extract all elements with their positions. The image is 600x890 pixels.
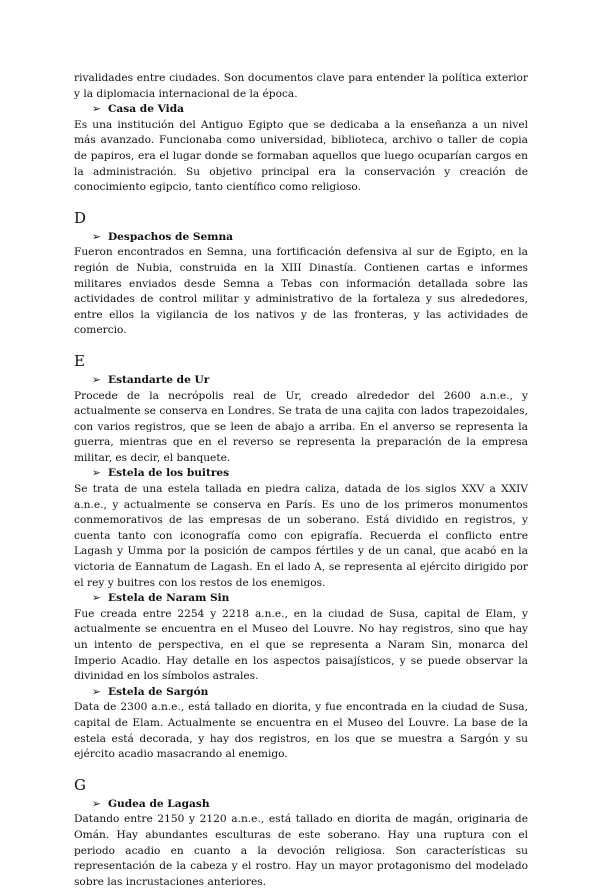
entry-title: Despachos de Semna: [108, 230, 234, 243]
arrow-bullet-icon: ➢: [92, 373, 101, 386]
entry-title: Gudea de Lagash: [108, 797, 210, 810]
entry-description: Se trata de una estela tallada en piedra caliza, datada de los siglos XXV a XXIV a.n.e., y actualmente se conserva en París. Es uno de los primeros monumentos conmemorativos de las empresas de un soberano. Está dividido en registros, y cuenta tanto con iconografía como con epigrafía. Recuerda el conflicto entre Lagash y Umma por la posición de campos fértiles y de un canal, que acabó en la victoria de Eannatum de Lagash. En el lado A, se representa al ejército dirigido por el rey y buitres con los restos de los enemigos.: [74, 483, 528, 589]
entry-description: Datando entre 2150 y 2120 a.n.e., está tallado en diorita de magán, originaria de Omán. Hay abundantes esculturas de este soberano. Hay una ruptura con el periodo acadio en cuanto a la devoción religiosa. Son características su representación de la cabeza y el rostro. Hay un mayor protagonismo del modelado sobre las incrustaciones anteriores.: [74, 813, 528, 888]
arrow-bullet-icon: ➢: [92, 103, 101, 116]
entry-description: Es una institución del Antiguo Egipto que se dedicaba a la enseñanza a un nivel más avanzado. Funcionaba como universidad, biblioteca, archivo o taller de copia de papiros, era el lugar donde se formaban aquellos que luego ocuparían cargos en la administración. Su objetivo principal era la conservación y creación de conocimiento egipcio, tanto científico como religioso.: [74, 118, 528, 194]
document-page: [74, 71, 528, 890]
arrow-bullet-icon: ➢: [92, 685, 101, 698]
entry-heading: [74, 797, 528, 813]
entry-heading: [74, 685, 528, 701]
entry-description: Procede de la necrópolis real de Ur, creado alrededor del 2600 a.n.e., y actualmente se conserva en Londres. Se trata de una cajita con lados trapezoidales, con varios registros, que se leen de abajo a arriba. En el anverso se representa la guerra, mientras que en el reverso se representa la preparación de la empresa militar, es decir, el banquete.: [74, 389, 528, 464]
section-letter: G: [74, 775, 86, 794]
glossary-sections: [74, 102, 528, 890]
entry-heading: [74, 466, 528, 482]
section-letter: D: [74, 208, 87, 227]
entry-heading: [74, 373, 528, 389]
arrow-bullet-icon: ➢: [92, 467, 101, 480]
section-letter: E: [74, 351, 85, 370]
arrow-bullet-icon: ➢: [92, 230, 101, 243]
entry-title: Estela de los buitres: [108, 467, 230, 480]
entry-heading: [74, 102, 528, 118]
entry-title: Estandarte de Ur: [108, 373, 210, 386]
entry-title: Casa de Vida: [108, 103, 184, 116]
entry-description: Fueron encontrados en Semna, una fortificación defensiva al sur de Egipto, en la región de Nubia, construida en la XIII Dinastía. Contienen cartas e informes militares enviados desde Semna a Tebas con información detallada sobre las actividades de control militar y administrativo de la fortaleza y sus alrededores, entre ellos la vigilancia de los nativos y de las fronteras, y las actividades de comercio.: [74, 246, 528, 337]
continuation-paragraph: rivalidades entre ciudades. Son documentos clave para entender la política exterior y la diplomacia internacional de la época.: [74, 72, 528, 100]
entry-description: Fue creada entre 2254 y 2218 a.n.e., en la ciudad de Susa, capital de Elam, y actualmente se encuentra en el Museo del Louvre. No hay registros, sino que hay un intento de perspectiva, en el que se representa a Naram Sin, monarca del Imperio Acadio. Hay detalle en los aspectos paisajísticos, y se puede observar la divinidad en los símbolos astrales.: [74, 607, 528, 683]
entry-title: Estela de Naram Sin: [108, 592, 230, 605]
entry-heading: [74, 230, 528, 246]
arrow-bullet-icon: ➢: [92, 592, 101, 605]
entry-title: Estela de Sargón: [108, 685, 209, 698]
arrow-bullet-icon: ➢: [92, 797, 101, 810]
entry-description: Data de 2300 a.n.e., está tallado en diorita, y fue encontrada en la ciudad de Susa, capital de Elam. Actualmente se encuentra en el Museo del Louvre. La base de la estela está decorada, y hay dos registros, en los que se muestra a Sargón y su ejército acadio masacrando al enemigo.: [74, 701, 528, 761]
entry-heading: [74, 591, 528, 607]
